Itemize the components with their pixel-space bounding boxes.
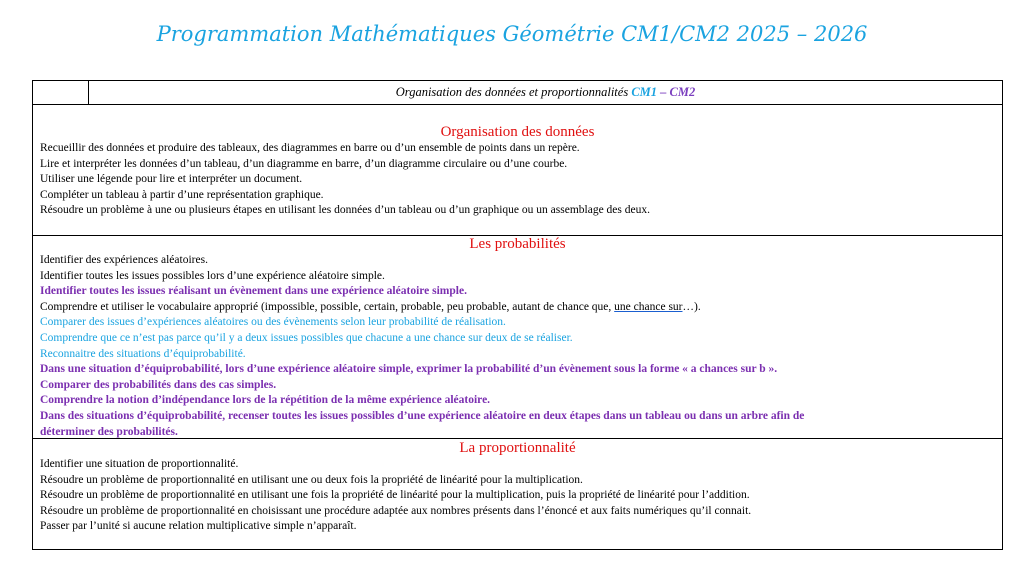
list-item: Identifier une situation de proportionnalité. (40, 458, 239, 470)
list-item: Comparer des issues d’expériences aléatoires ou des évènements selon leur probabilité de réalisation. (40, 316, 506, 329)
header-label: Organisation des données et proportionnalités (395, 85, 629, 99)
section-title: Organisation des données (440, 124, 595, 140)
list-item (33, 300, 1002, 316)
page-title: Programmation Mathématiques Géométrie CM1/CM2 2025 – 2026 (156, 22, 868, 46)
list-item: Identifier toutes les issues réalisant un évènement dans une expérience aléatoire simple. (40, 285, 467, 298)
list-item: déterminer des probabilités. (40, 425, 178, 438)
header-cell (89, 81, 1002, 104)
list-item: Reconnaitre des situations d’équiprobabilité. (40, 347, 246, 360)
list-item: Dans des situations d’équiprobabilité, recenser toutes les issues possibles d’une expérience aléatoire en deux étapes dans un tableau ou dans un arbre afin de (40, 409, 805, 422)
list-item: Résoudre un problème à une ou plusieurs étapes en utilisant les données d’un tableau ou d’un graphique ou un assemblage des deux. (40, 204, 650, 217)
level-separator: – (657, 85, 670, 99)
section-organisation-donnees (33, 105, 1002, 236)
list-item: Passer par l’unité si aucune relation multiplicative simple n’apparaît. (40, 520, 357, 533)
section-title: Les probabilités (469, 236, 566, 252)
list-item: Comparer des probabilités dans des cas simples. (40, 378, 277, 391)
level-cm2: CM2 (669, 85, 696, 99)
list-item: Comprendre la notion d’indépendance lors de la répétition de la même expérience aléatoire. (40, 394, 491, 407)
programme-table (32, 80, 1003, 550)
level-cm1: CM1 (631, 85, 658, 99)
list-item: Identifier des expériences aléatoires. (40, 254, 208, 266)
empty-header-cell (33, 81, 89, 104)
list-item: Recueillir des données et produire des tableaux, des diagrammes en barre ou d’un ensemble de points dans un repère. (40, 142, 580, 154)
list-item: Comprendre que ce n’est pas parce qu’il y a deux issues possibles que chacune a une chance sur deux de se réaliser. (40, 331, 573, 344)
table-header-row (33, 81, 1002, 105)
list-item: Résoudre un problème de proportionnalité en choisissant une procédure adaptée aux nombres présents dans l’énoncé et aux faits numériques qu’il connait. (40, 504, 752, 517)
list-item: Résoudre un problème de proportionnalité en utilisant une fois la propriété de linéarité pour la multiplication, puis la propriété de linéarité pour l’addition. (40, 489, 750, 502)
list-item: Identifier toutes les issues possibles lors d’une expérience aléatoire simple. (40, 269, 385, 282)
section-title: La proportionnalité (459, 440, 576, 456)
list-item: Résoudre un problème de proportionnalité en utilisant une ou deux fois la propriété de linéarité pour la multiplication. (40, 473, 583, 486)
section-proportionnalite (33, 439, 1002, 549)
list-item: Lire et interpréter les données d’un tableau, d’un diagramme en barre, d’un diagramme circulaire ou d’une courbe. (40, 157, 568, 170)
section-probabilites (33, 236, 1002, 439)
list-item: Dans une situation d’équiprobabilité, lors d’une expérience aléatoire simple, exprimer la probabilité d’un évènement sous la forme « a chances sur b ». (40, 363, 778, 376)
list-item: Compléter un tableau à partir d’une représentation graphique. (40, 188, 324, 201)
list-item: Utiliser une légende pour lire et interpréter un document. (40, 173, 303, 186)
vocab-text: Comprendre et utiliser le vocabulaire approprié (impossible, possible, certain, probable, peu probable, autant de chance que, (40, 300, 615, 313)
vocab-end: …). (682, 300, 701, 313)
underlined-phrase: une chance sur (614, 300, 683, 313)
